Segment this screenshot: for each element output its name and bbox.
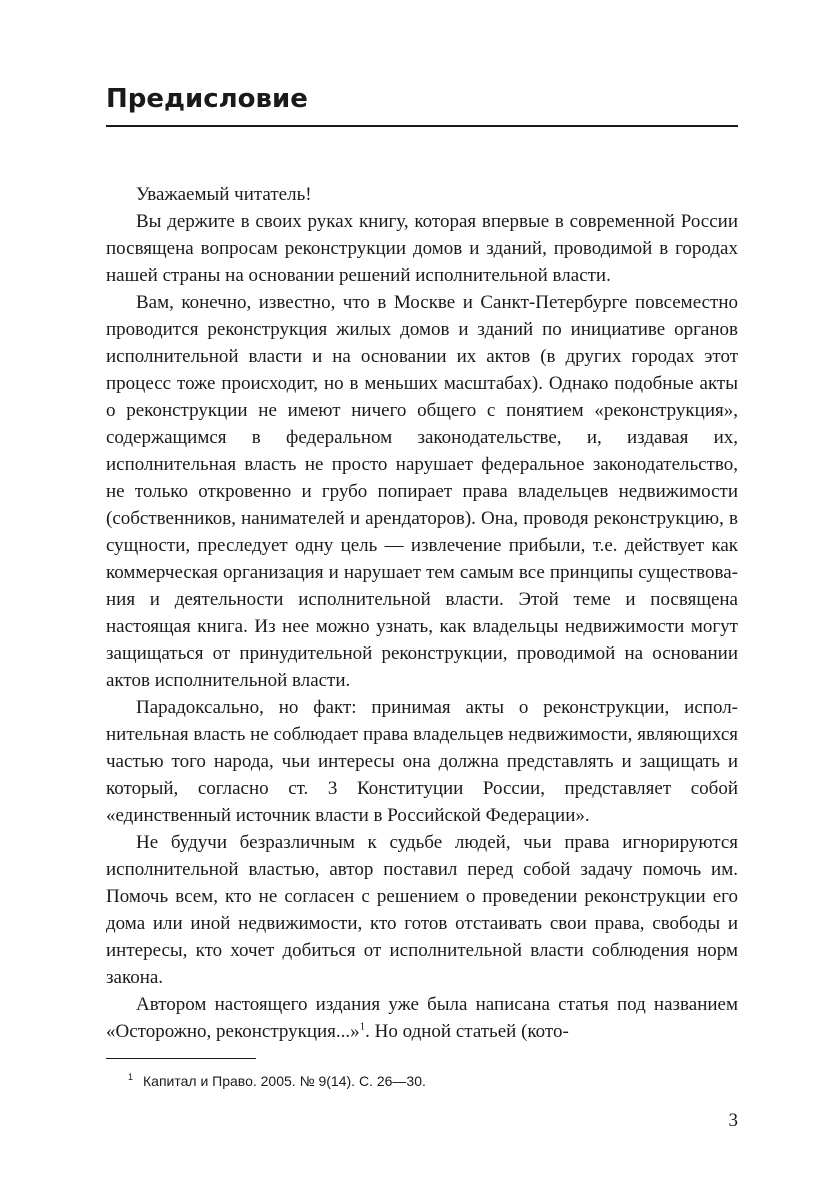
paragraph-article-continuation: . Но одной статьей (кото- [365, 1021, 569, 1042]
paragraph-article-text: Автором настоящего издания уже была написана статья под названием «Осторожно, реконструкция...» [106, 994, 738, 1042]
footnote [128, 1071, 728, 1091]
body-text [106, 181, 738, 1045]
paragraph-intro: Вы держите в своих руках книгу, которая впервые в современной России посвящена вопросам реконструкции домов и зданий, проводимой в городах нашей страны на основании решений исполнительной власти. [106, 211, 738, 286]
paragraph-author-goal: Не будучи безразличным к судьбе людей, чьи права игнорируются исполнительной властью, автор поставил перед собой задачу помочь им. Помочь всем, кто не согласен с решением о проведении реконструкции его дома или иной недвижимости, кто готов отстаивать свои права, свободы и интересы, кто хочет добиться от исполнительной власти соблюдения норм закона. [106, 832, 738, 988]
footnote-reference[interactable]: 1 [359, 1020, 366, 1033]
footnote-number: 1 [128, 1072, 134, 1083]
footnote-text: Капитал и Право. 2005. № 9(14). С. 26—30. [143, 1073, 426, 1089]
paragraph-article [106, 991, 738, 1045]
paragraph-reconstruction: Вам, конечно, известно, что в Москве и Санкт-Петербурге повсеместно проводится реконструкция жилых домов и зданий по инициативе органов исполнительной власти и на основании их актов (в других городах этот процесс тоже происходит, но в меньших масштабах). Однако подобные акты о реконструкции не имеют ничего общего с понятием «реконструкция», содержащимся в федеральном законодательстве, и, издавая их, исполнительная власть не просто нарушает федеральное законодательство, не только откровенно и грубо попирает права владельцев недвижимости (собственников, нанимателей и арендаторов). Она, проводя реконструкцию, в сущности, преследует одну цель — извлечение прибыли, т.е. действует как коммерческая организация и нарушает тем самым все принципы существования и деятельности исполнительной власти. Этой теме и посвящена настоящая книга. Из нее можно узнать, как владельцы недвижимости могут защищаться от принудительной реконструкции, проводимой на основании актов исполнительной власти. [106, 292, 738, 691]
page-number: 3 [728, 1110, 738, 1131]
page-title: Предисловие [106, 84, 308, 114]
footnote-divider [106, 1058, 256, 1059]
paragraph-paradox: Парадоксально, но факт: принимая акты о реконструкции, исполнительная власть не соблюдает права владельцев недвижимости, являющихся частью того народа, чьи интересы она должна представлять и защищать и который, согласно ст. 3 Конституции России, представляет собой «единственный источник власти в Российской Федерации». [106, 697, 738, 826]
paragraph-greeting: Уважаемый читатель! [136, 184, 312, 205]
title-divider [106, 125, 738, 127]
